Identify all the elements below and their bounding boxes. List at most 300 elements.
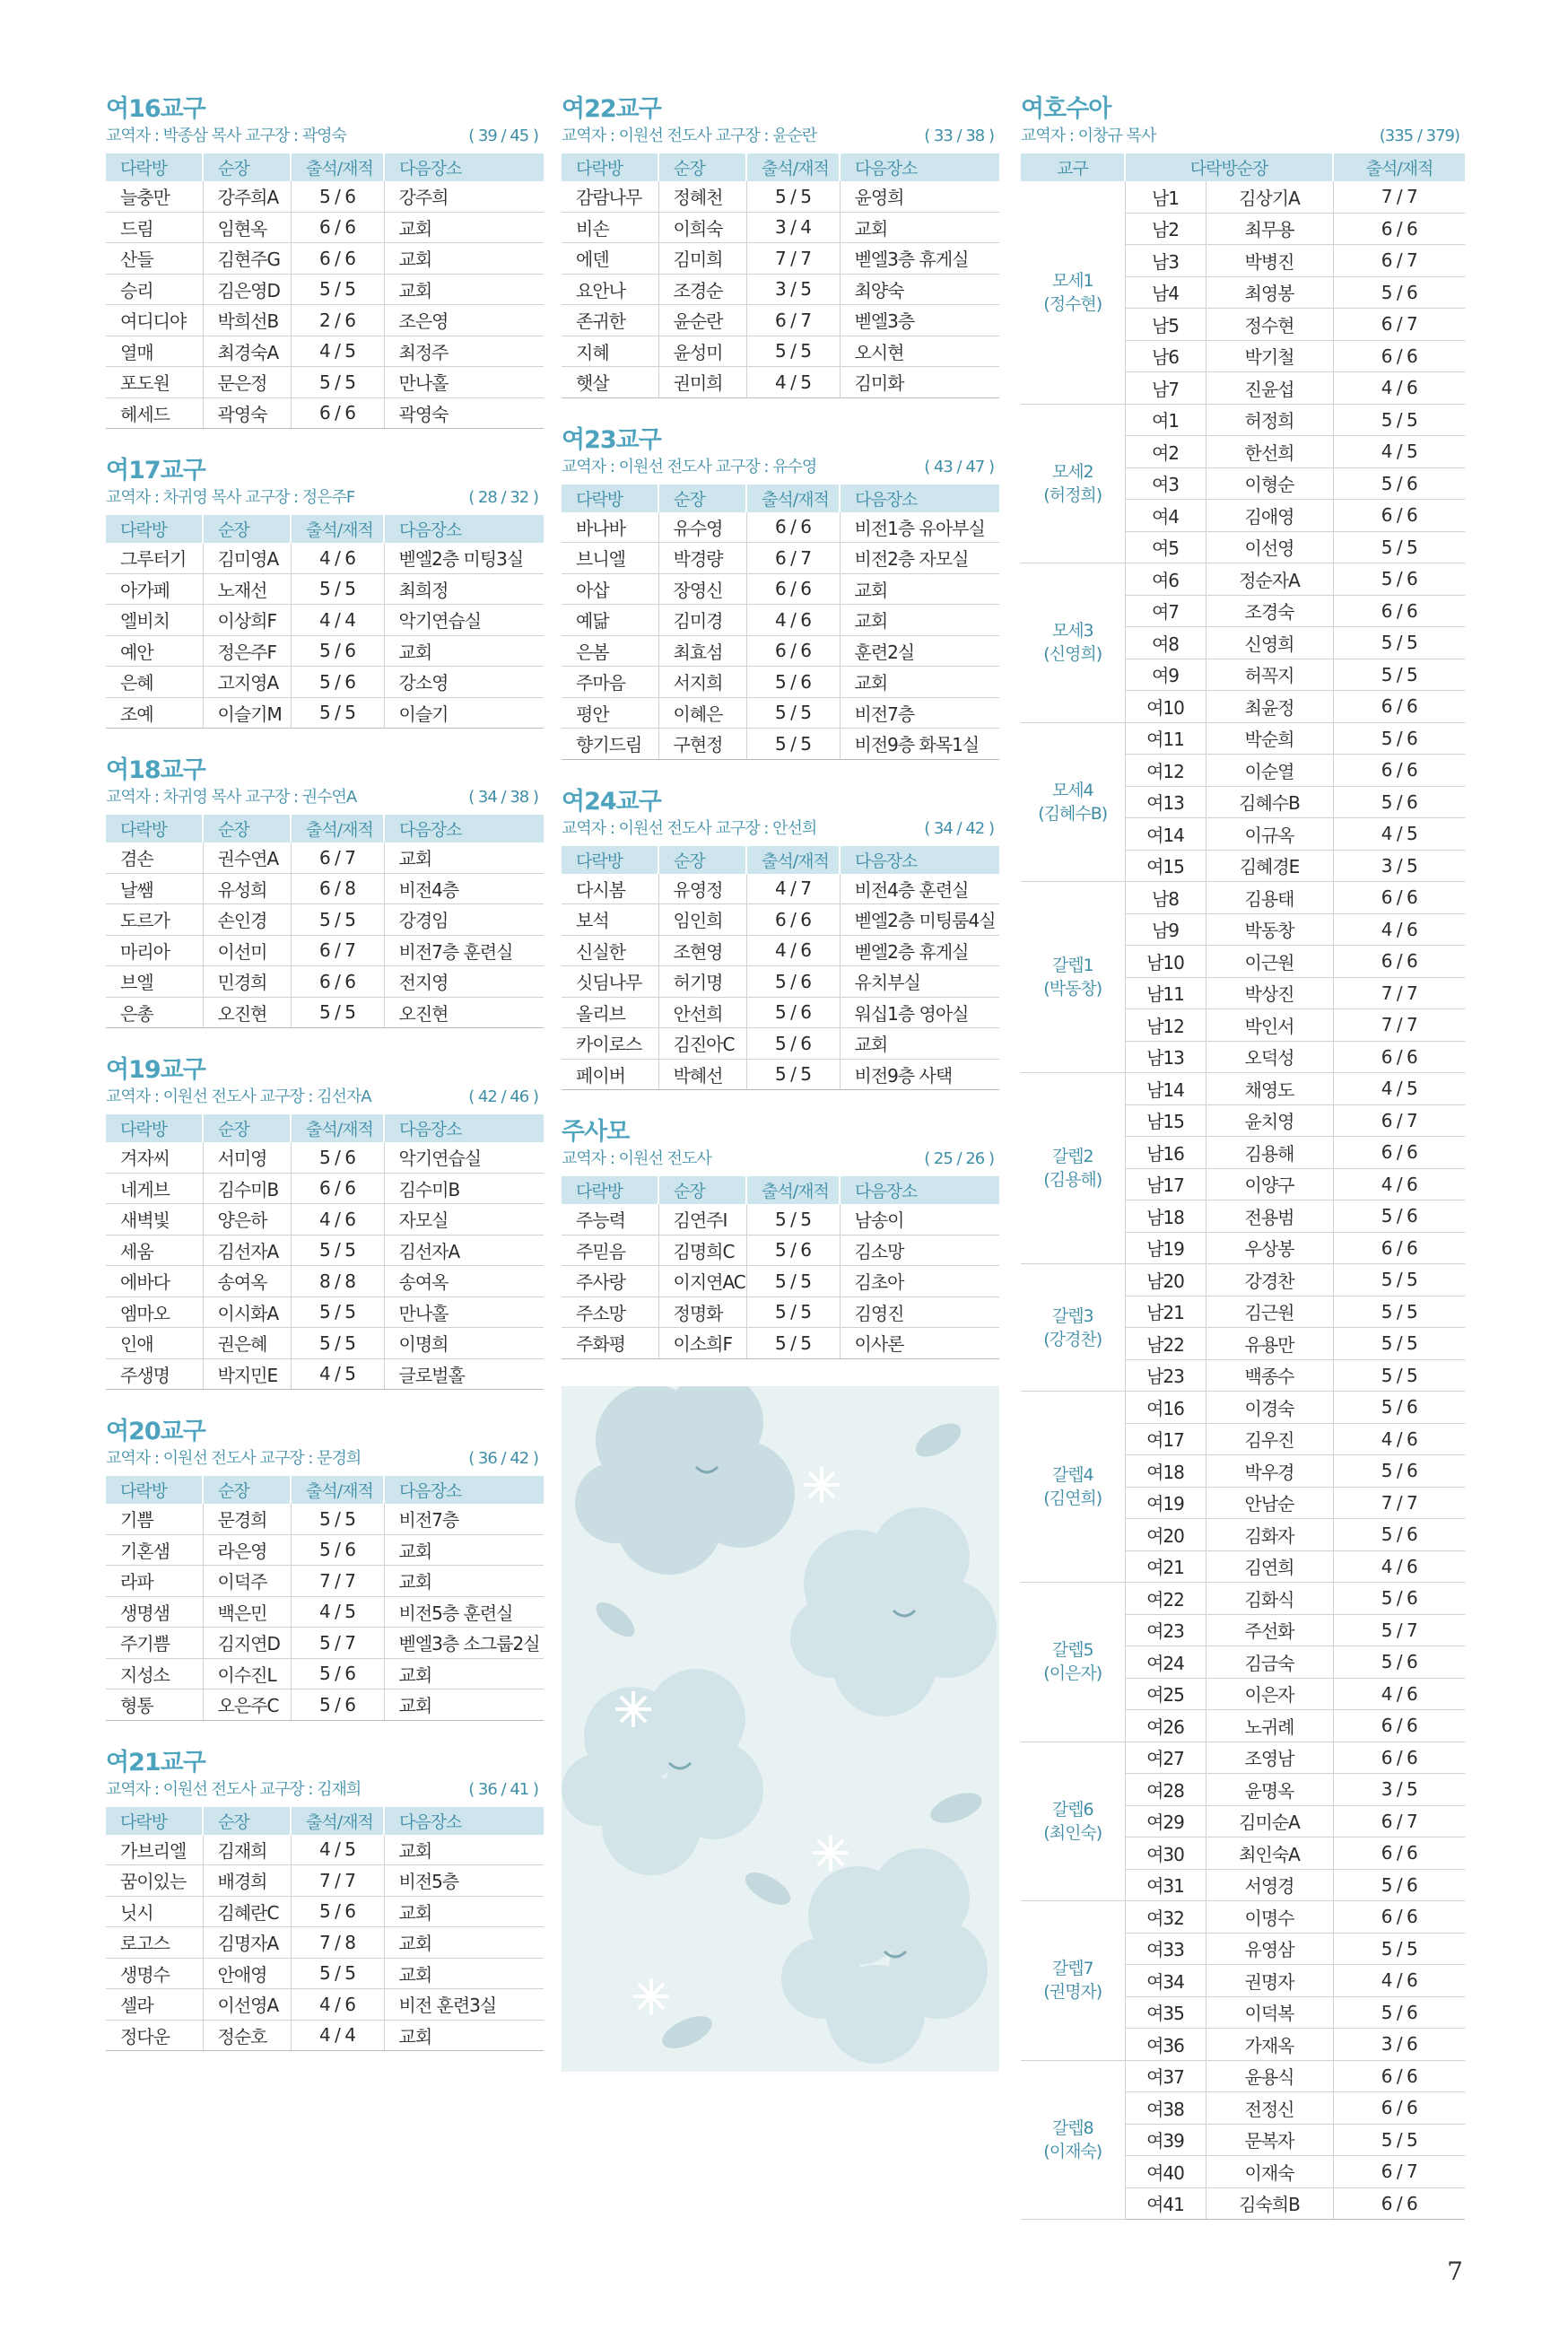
next-place-cell: 교회 <box>384 1534 544 1566</box>
group-cell <box>1021 563 1125 723</box>
leader-cell: 최윤정 <box>1206 691 1333 723</box>
group-leader: (김용해) <box>1043 1170 1102 1190</box>
attendance-cell: 4 / 5 <box>291 1835 384 1865</box>
column-header: 순장 <box>203 815 291 842</box>
leader-cell: 이선미 <box>203 935 291 966</box>
darakbang-cell: 에덴 <box>562 243 658 275</box>
leader-cell: 이은자 <box>1206 1678 1333 1710</box>
darakbang-cell: 남14 <box>1125 1073 1206 1105</box>
darakbang-cell: 예닮 <box>562 605 658 636</box>
next-place-cell: 교회 <box>384 1958 544 1989</box>
leader-cell: 이명수 <box>1206 1901 1333 1934</box>
darakbang-cell: 늘충만 <box>106 181 203 212</box>
attendance-ratio: ( 43 / 47 ) <box>924 457 994 476</box>
attendance-cell: 5 / 6 <box>1333 1869 1465 1901</box>
leader-cell: 최영봉 <box>1206 276 1333 309</box>
district-table <box>106 153 544 429</box>
leader-cell: 김미영A <box>203 543 291 573</box>
next-place-cell: 벧엘2층 미팅3실 <box>384 543 544 573</box>
darakbang-cell: 남3 <box>1125 245 1206 277</box>
attendance-cell: 5 / 6 <box>291 1534 384 1566</box>
district-table <box>562 846 999 1091</box>
group-name: 모세3 <box>1051 621 1093 642</box>
next-place-cell: 벧엘2층 미팅룸4실 <box>840 904 999 936</box>
group-cell <box>1021 1901 1125 2061</box>
column-header: 출석/재적 <box>746 846 840 874</box>
darakbang-cell: 남5 <box>1125 309 1206 341</box>
darakbang-cell: 승리 <box>106 274 203 305</box>
attendance-cell: 5 / 5 <box>291 274 384 305</box>
attendance-cell: 5 / 5 <box>746 181 840 212</box>
table-row <box>106 1173 544 1204</box>
next-place-cell: 조은영 <box>384 305 544 336</box>
table-header-row <box>562 485 999 512</box>
next-place-cell: 워십1층 영아실 <box>840 997 999 1028</box>
next-place-cell: 김초아 <box>840 1266 999 1297</box>
leader-cell: 김화자 <box>1206 1519 1333 1551</box>
leader-cell: 윤치영 <box>1206 1104 1333 1137</box>
attendance-ratio: ( 28 / 32 ) <box>468 488 538 507</box>
attendance-cell: 6 / 6 <box>1333 1901 1465 1934</box>
leader-cell: 전정신 <box>1206 2092 1333 2125</box>
leader-cell: 이선영 <box>1206 531 1333 563</box>
darakbang-cell: 여2 <box>1125 436 1206 468</box>
next-place-cell: 만나홀 <box>384 1296 544 1328</box>
darakbang-cell: 남2 <box>1125 213 1206 245</box>
column-header: 다음장소 <box>840 1176 999 1204</box>
attendance-ratio: ( 39 / 45 ) <box>468 127 538 145</box>
column-header: 다음장소 <box>840 153 999 181</box>
leader-cell: 유영정 <box>658 874 746 904</box>
attendance-cell: 6 / 6 <box>1333 1838 1465 1870</box>
leader-cell: 박동창 <box>1206 913 1333 946</box>
leader-cell: 최효섬 <box>658 635 746 667</box>
darakbang-cell: 여40 <box>1125 2156 1206 2188</box>
attendance-cell: 5 / 5 <box>291 904 384 936</box>
darakbang-cell: 꿈이있는 <box>106 1865 203 1897</box>
table-row <box>106 667 544 698</box>
table-row <box>562 1266 999 1297</box>
column-header: 순장 <box>203 1807 291 1835</box>
column-header: 순장 <box>658 485 746 512</box>
leader-cell: 이양구 <box>1206 1168 1333 1200</box>
table-row <box>562 1028 999 1060</box>
next-place-cell: 악기연습실 <box>384 1142 544 1173</box>
next-place-cell: 이슬기 <box>384 697 544 729</box>
next-place-cell: 최양숙 <box>840 274 999 305</box>
next-place-cell: 김소망 <box>840 1235 999 1266</box>
attendance-cell: 6 / 6 <box>291 243 384 275</box>
attendance-cell: 6 / 6 <box>1333 946 1465 978</box>
next-place-cell: 교회 <box>840 605 999 636</box>
leader-cell: 최인숙A <box>1206 1838 1333 1870</box>
leader-cell: 김진아C <box>658 1028 746 1060</box>
leader-cell: 우상봉 <box>1206 1232 1333 1264</box>
staff-label: 교역자 : 차귀영 목사 교구장 : 권수연A <box>106 788 357 807</box>
table-row <box>562 367 999 398</box>
darakbang-cell: 여31 <box>1125 1869 1206 1901</box>
section-title: 여24교구 <box>562 787 661 816</box>
group-leader: (강경찬) <box>1043 1329 1102 1349</box>
darakbang-cell: 엠마오 <box>106 1296 203 1328</box>
attendance-cell: 7 / 7 <box>1333 1009 1465 1042</box>
attendance-cell: 5 / 6 <box>1333 1200 1465 1233</box>
attendance-cell: 5 / 5 <box>1333 531 1465 563</box>
darakbang-cell: 여19 <box>1125 1487 1206 1519</box>
darakbang-cell: 존귀한 <box>562 305 658 336</box>
attendance-cell: 5 / 6 <box>746 997 840 1028</box>
column-header: 출석/재적 <box>291 815 384 842</box>
leader-cell: 허꼭지 <box>1206 659 1333 691</box>
leader-cell: 배경희 <box>203 1865 291 1897</box>
district-section <box>562 1117 999 1359</box>
leader-cell: 김애영 <box>1206 500 1333 532</box>
table-row <box>106 873 544 904</box>
group-name: 갈렙1 <box>1051 956 1093 975</box>
section-subtitle <box>562 1148 999 1171</box>
darakbang-cell: 생명수 <box>106 1958 203 1989</box>
column-header: 다락방 <box>106 1807 203 1835</box>
leader-cell: 조경순 <box>658 274 746 305</box>
section-title: 여16교구 <box>106 95 205 123</box>
section-subtitle <box>1021 125 1465 148</box>
attendance-cell: 5 / 5 <box>746 1204 840 1235</box>
next-place-cell: 윤영희 <box>840 181 999 212</box>
column-header: 다음장소 <box>384 515 544 543</box>
attendance-cell: 5 / 5 <box>746 1328 840 1359</box>
darakbang-cell: 여6 <box>1125 563 1206 596</box>
darakbang-cell: 여35 <box>1125 1996 1206 2029</box>
table-row <box>106 243 544 275</box>
group-name: 갈렙3 <box>1051 1305 1093 1326</box>
leader-cell: 정수현 <box>1206 309 1333 341</box>
attendance-cell: 5 / 7 <box>1333 1614 1465 1646</box>
table-header-row <box>562 153 999 181</box>
attendance-cell: 5 / 6 <box>291 635 384 667</box>
next-place-cell: 악기연습실 <box>384 605 544 636</box>
leader-cell: 김금숙 <box>1206 1646 1333 1679</box>
next-place-cell: 비전9층 화목1실 <box>840 729 999 760</box>
column-header: 다락방 <box>562 153 658 181</box>
column-header: 출석/재적 <box>291 1807 384 1835</box>
leader-cell: 김미경 <box>658 605 746 636</box>
group-cell <box>1021 2060 1125 2220</box>
darakbang-cell: 여34 <box>1125 1965 1206 1997</box>
attendance-cell: 6 / 6 <box>291 397 384 429</box>
attendance-cell: 6 / 6 <box>1333 340 1465 372</box>
leader-cell: 박경량 <box>658 543 746 574</box>
darakbang-cell: 주소망 <box>562 1296 658 1328</box>
next-place-cell: 곽영숙 <box>384 397 544 429</box>
leader-cell: 이혜은 <box>658 697 746 729</box>
column-header: 출석/재적 <box>291 515 384 543</box>
darakbang-cell: 브엘 <box>106 966 203 998</box>
table-row <box>106 2020 544 2051</box>
district-table <box>106 1807 544 2052</box>
darakbang-cell: 라파 <box>106 1566 203 1597</box>
attendance-cell: 6 / 6 <box>291 1173 384 1204</box>
attendance-cell: 6 / 6 <box>1333 1742 1465 1774</box>
group-name: 모세2 <box>1051 461 1093 482</box>
darakbang-cell: 남23 <box>1125 1359 1206 1392</box>
group-leader: (최인숙) <box>1043 1822 1102 1843</box>
table-row <box>562 697 999 729</box>
darakbang-cell: 여15 <box>1125 850 1206 882</box>
table-row <box>562 935 999 966</box>
section-subtitle <box>106 486 544 510</box>
leader-cell: 허정희 <box>1206 404 1333 436</box>
column-header: 출석/재적 <box>291 1114 384 1142</box>
table-row <box>106 1566 544 1597</box>
leader-cell: 이경숙 <box>1206 1392 1333 1424</box>
leader-cell: 이재숙 <box>1206 2156 1333 2188</box>
column-header: 순장 <box>203 1476 291 1504</box>
darakbang-cell: 주기쁨 <box>106 1628 203 1659</box>
table-row <box>562 1059 999 1090</box>
attendance-cell: 4 / 5 <box>1333 436 1465 468</box>
district-section <box>106 1748 544 2052</box>
darakbang-cell: 여1 <box>1125 404 1206 436</box>
next-place-cell: 비전1층 유아부실 <box>840 512 999 543</box>
attendance-ratio: ( 34 / 38 ) <box>468 788 538 807</box>
darakbang-cell: 여4 <box>1125 500 1206 532</box>
attendance-cell: 6 / 6 <box>1333 1710 1465 1742</box>
next-place-cell: 교회 <box>384 1896 544 1927</box>
table-row <box>1021 1742 1465 1774</box>
section-title: 여21교구 <box>106 1748 205 1777</box>
attendance-cell: 5 / 6 <box>1333 563 1465 596</box>
column-header: 다음장소 <box>384 153 544 181</box>
leader-cell: 김명희C <box>658 1235 746 1266</box>
column-right <box>1021 94 1465 2220</box>
darakbang-cell: 정다운 <box>106 2020 203 2051</box>
attendance-cell: 3 / 5 <box>1333 850 1465 882</box>
column-header: 출석/재적 <box>746 1176 840 1204</box>
darakbang-cell: 올리브 <box>562 997 658 1028</box>
table-row <box>106 1534 544 1566</box>
next-place-cell: 교회 <box>384 1658 544 1689</box>
column-header: 다음장소 <box>384 1114 544 1142</box>
darakbang-cell: 브니엘 <box>562 543 658 574</box>
district-table <box>106 1114 544 1390</box>
leader-cell: 김우진 <box>1206 1423 1333 1455</box>
table-row <box>106 1142 544 1173</box>
darakbang-cell: 여36 <box>1125 2029 1206 2061</box>
table-row <box>1021 563 1465 596</box>
attendance-ratio: ( 33 / 38 ) <box>924 127 994 145</box>
group-name: 갈렙8 <box>1051 2117 1093 2138</box>
district-table <box>562 485 999 760</box>
darakbang-cell: 겸손 <box>106 842 203 873</box>
column-header: 다음장소 <box>840 846 999 874</box>
attendance-cell: 4 / 6 <box>1333 372 1465 405</box>
group-cell <box>1021 1742 1125 1901</box>
darakbang-cell: 주화평 <box>562 1328 658 1359</box>
attendance-cell: 5 / 5 <box>291 1328 384 1359</box>
leader-cell: 임인희 <box>658 904 746 936</box>
table-row <box>106 997 544 1028</box>
darakbang-cell: 여16 <box>1125 1392 1206 1424</box>
darakbang-cell: 여5 <box>1125 531 1206 563</box>
next-place-cell: 오진현 <box>384 997 544 1028</box>
leader-cell: 라은영 <box>203 1534 291 1566</box>
column-header: 다음장소 <box>384 1807 544 1835</box>
attendance-cell: 6 / 6 <box>1333 882 1465 914</box>
next-place-cell: 비전7층 훈련실 <box>384 935 544 966</box>
leader-cell: 서지희 <box>658 667 746 698</box>
column-header: 다락방 <box>106 153 203 181</box>
table-row <box>106 1927 544 1959</box>
next-place-cell: 만나홀 <box>384 367 544 398</box>
column-header: 다락방순장 <box>1125 153 1333 181</box>
next-place-cell: 교회 <box>384 1689 544 1721</box>
leader-cell: 윤명옥 <box>1206 1774 1333 1806</box>
darakbang-cell: 남7 <box>1125 372 1206 405</box>
table-header-row <box>106 515 544 543</box>
attendance-cell: 4 / 5 <box>291 1596 384 1628</box>
column-header: 순장 <box>203 153 291 181</box>
section-title: 여18교구 <box>106 756 205 784</box>
column-header: 출석/재적 <box>1333 153 1465 181</box>
table-header-row <box>106 815 544 842</box>
darakbang-cell: 주생명 <box>106 1358 203 1390</box>
leader-cell: 가재옥 <box>1206 2029 1333 2061</box>
table-row <box>106 635 544 667</box>
next-place-cell: 강경임 <box>384 904 544 936</box>
group-name: 갈렙5 <box>1051 1640 1093 1661</box>
table-header-row <box>106 1114 544 1142</box>
section-subtitle <box>562 456 999 479</box>
darakbang-cell: 여12 <box>1125 755 1206 787</box>
darakbang-cell: 여25 <box>1125 1678 1206 1710</box>
next-place-cell: 김수미B <box>384 1173 544 1204</box>
attendance-cell: 5 / 6 <box>1333 1646 1465 1679</box>
attendance-cell: 7 / 7 <box>1333 181 1465 213</box>
table-row <box>562 274 999 305</box>
darakbang-cell: 여디디야 <box>106 305 203 336</box>
attendance-cell: 3 / 5 <box>1333 1774 1465 1806</box>
attendance-cell: 4 / 6 <box>1333 913 1465 946</box>
leader-cell: 김용태 <box>1206 882 1333 914</box>
leader-cell: 박상진 <box>1206 977 1333 1009</box>
darakbang-cell: 새벽빛 <box>106 1204 203 1235</box>
leader-cell: 권수연A <box>203 842 291 873</box>
leader-cell: 유영삼 <box>1206 1933 1333 1965</box>
next-place-cell: 벧엘3층 휴게실 <box>840 243 999 275</box>
attendance-cell: 6 / 6 <box>746 904 840 936</box>
next-place-cell: 벧엘2층 휴게실 <box>840 935 999 966</box>
leader-cell: 백종수 <box>1206 1359 1333 1392</box>
group-name: 갈렙6 <box>1051 1799 1093 1820</box>
darakbang-cell: 은총 <box>106 997 203 1028</box>
attendance-cell: 6 / 6 <box>291 212 384 243</box>
darakbang-cell: 여17 <box>1125 1423 1206 1455</box>
darakbang-cell: 아삽 <box>562 573 658 605</box>
section-subtitle <box>106 1447 544 1471</box>
attendance-cell: 5 / 6 <box>291 1689 384 1721</box>
darakbang-cell: 감람나무 <box>562 181 658 212</box>
pastor-label: 교역자 : 이창규 목사 <box>1021 127 1156 145</box>
attendance-cell: 3 / 6 <box>1333 2029 1465 2061</box>
leader-cell: 조영남 <box>1206 1742 1333 1774</box>
table-row <box>562 605 999 636</box>
darakbang-cell: 주마음 <box>562 667 658 698</box>
leader-cell: 이지연AC <box>658 1266 746 1297</box>
attendance-cell: 5 / 6 <box>746 966 840 998</box>
attendance-cell: 6 / 6 <box>746 635 840 667</box>
darakbang-cell: 햇살 <box>562 367 658 398</box>
leader-cell: 백은민 <box>203 1596 291 1628</box>
leader-cell: 김상기A <box>1206 181 1333 213</box>
leader-cell: 이상희F <box>203 605 291 636</box>
next-place-cell: 전지영 <box>384 966 544 998</box>
leader-cell: 문은정 <box>203 367 291 398</box>
table-row <box>562 336 999 367</box>
leader-cell: 문복자 <box>1206 2124 1333 2156</box>
attendance-cell: 7 / 7 <box>746 243 840 275</box>
table-row <box>106 935 544 966</box>
leader-cell: 채영도 <box>1206 1073 1333 1105</box>
district-table <box>562 153 999 398</box>
table-row <box>562 966 999 998</box>
darakbang-cell: 카이로스 <box>562 1028 658 1060</box>
darakbang-cell: 기쁨 <box>106 1504 203 1534</box>
darakbang-cell: 엘비치 <box>106 605 203 636</box>
attendance-cell: 7 / 8 <box>291 1927 384 1959</box>
group-name: 모세1 <box>1051 270 1093 291</box>
table-row <box>562 243 999 275</box>
darakbang-cell: 도르가 <box>106 904 203 936</box>
attendance-cell: 5 / 6 <box>1333 276 1465 309</box>
attendance-cell: 5 / 6 <box>746 1028 840 1060</box>
darakbang-cell: 여22 <box>1125 1583 1206 1615</box>
table-row <box>106 1958 544 1989</box>
darakbang-cell: 은봄 <box>562 635 658 667</box>
table-row <box>562 512 999 543</box>
leader-cell: 김선자A <box>203 1235 291 1266</box>
group-leader: (김연희) <box>1043 1489 1102 1508</box>
attendance-cell: 4 / 4 <box>291 2020 384 2051</box>
darakbang-cell: 여7 <box>1125 595 1206 627</box>
column-header: 다락방 <box>562 846 658 874</box>
next-place-cell: 교회 <box>840 1028 999 1060</box>
leader-cell: 권은혜 <box>203 1328 291 1359</box>
table-row <box>562 181 999 212</box>
next-place-cell: 비전 훈련3실 <box>384 1989 544 2021</box>
yeoho-table-body <box>1021 181 1465 2220</box>
next-place-cell: 남송이 <box>840 1204 999 1235</box>
darakbang-cell: 여13 <box>1125 786 1206 818</box>
attendance-ratio: (335 / 379) <box>1379 127 1459 145</box>
attendance-cell: 6 / 8 <box>291 873 384 904</box>
attendance-cell: 4 / 6 <box>746 935 840 966</box>
column-header: 다락방 <box>106 1114 203 1142</box>
attendance-cell: 5 / 6 <box>291 1658 384 1689</box>
darakbang-cell: 평안 <box>562 697 658 729</box>
leader-cell: 허기명 <box>658 966 746 998</box>
next-place-cell: 비전2층 자모실 <box>840 543 999 574</box>
leader-cell: 곽영숙 <box>203 397 291 429</box>
darakbang-cell: 날쌤 <box>106 873 203 904</box>
attendance-ratio: ( 42 / 46 ) <box>468 1087 538 1106</box>
column-header: 다락방 <box>562 1176 658 1204</box>
darakbang-cell: 여9 <box>1125 659 1206 691</box>
leader-cell: 강경찬 <box>1206 1264 1333 1296</box>
attendance-cell: 6 / 6 <box>1333 755 1465 787</box>
staff-label: 교역자 : 이원선 전도사 <box>562 1149 711 1168</box>
leader-cell: 노귀례 <box>1206 1710 1333 1742</box>
attendance-cell: 6 / 6 <box>1333 1137 1465 1169</box>
